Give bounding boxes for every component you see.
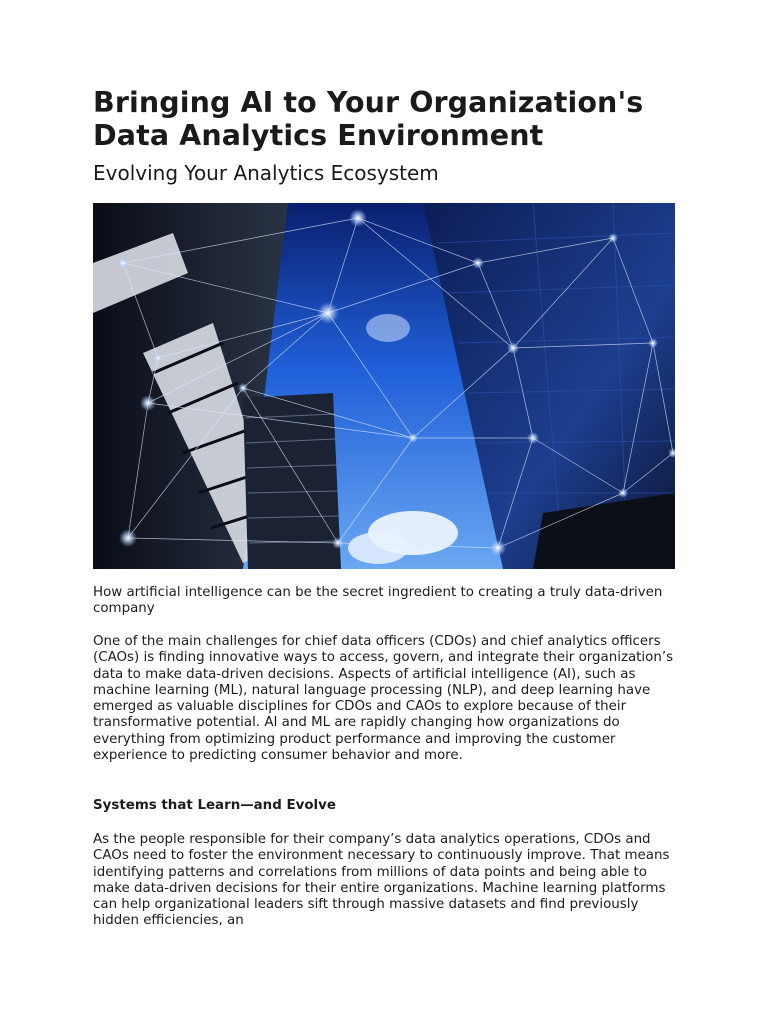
network-city-skyline-image <box>93 203 675 569</box>
document-title: Bringing AI to Your Organization's Data Analytics Environment <box>93 86 644 152</box>
body-paragraph-1: One of the main challenges for chief data officers (CDOs) and chief analytics officers (CAOs) is finding innovative ways to access, govern, and integrate their organization’s data to make data-driven decisions. Aspects of artificial intelligence (AI), such as machine learning (ML), natural language processing (NLP), and deep learning have emerged as valuable disciplines for CDOs and CAOs to explore because of their transformative potential. AI and ML are rapidly changing how organizations do everything from optimizing product performance and improving the customer experience to predicting consumer behavior and more. <box>93 634 674 764</box>
document-subtitle: Evolving Your Analytics Ecosystem <box>93 161 439 185</box>
body-paragraph-2: As the people responsible for their company’s data analytics operations, CDOs and CAOs need to foster the environment necessary to continuously improve. That means identifying patterns and correlations from millions of data points and being able to make data-driven decisions for their entire organizations. Machine learning platforms can help organizational leaders sift through massive datasets and find previously hidden efficiencies, an <box>93 832 670 929</box>
intro-paragraph: How artificial intelligence can be the secret ingredient to creating a truly data-driven company <box>93 585 663 617</box>
section-heading: Systems that Learn—and Evolve <box>93 798 336 813</box>
hero-image <box>93 203 675 569</box>
